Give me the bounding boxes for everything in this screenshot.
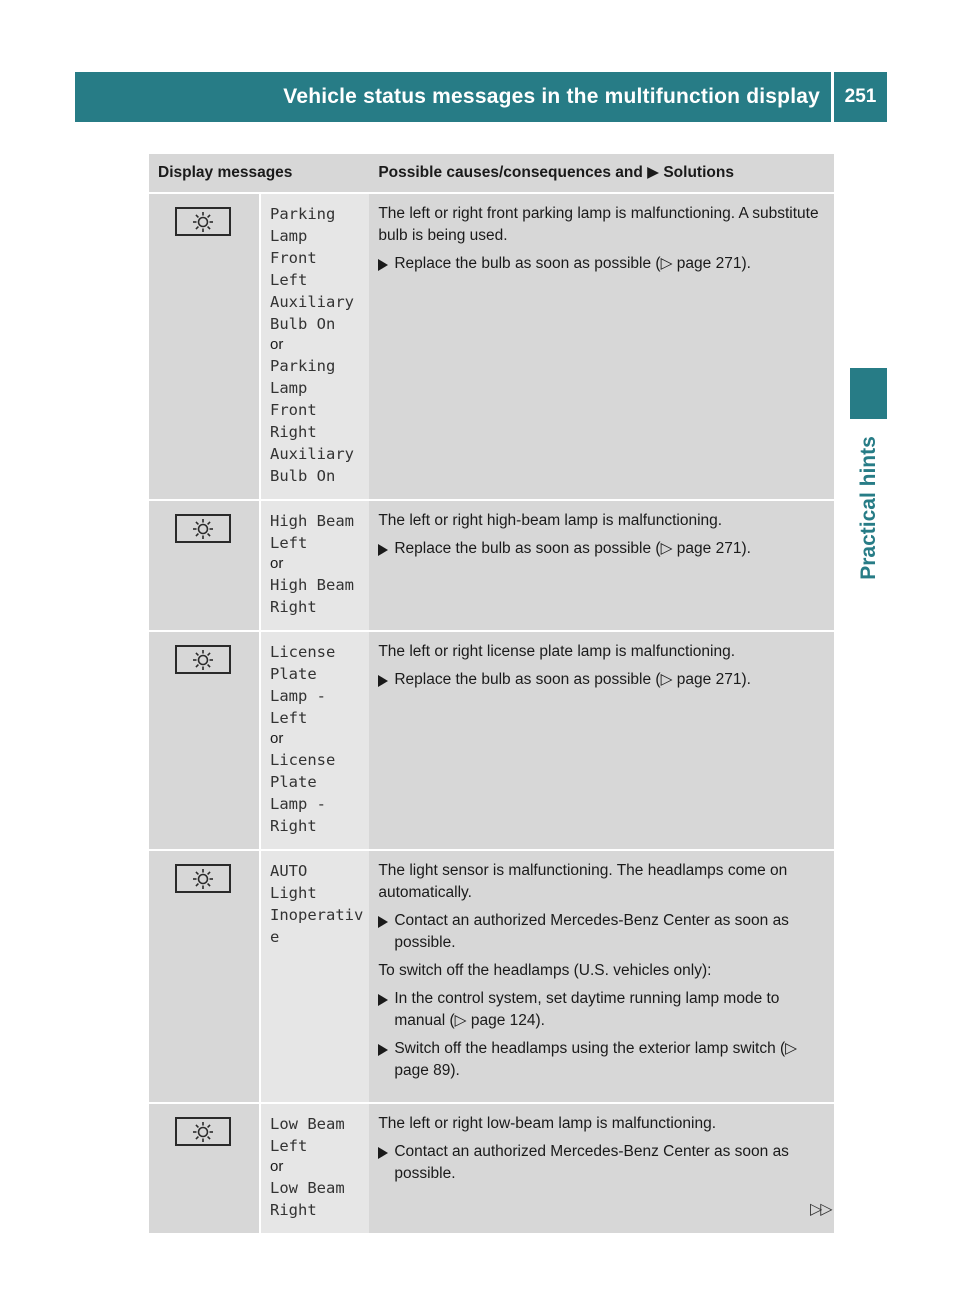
table-row — [149, 850, 834, 1103]
message-or-separator: or — [270, 555, 284, 572]
message-line: AUTO — [270, 862, 308, 880]
message-line: Lamp — [270, 227, 308, 245]
message-line: Low Beam — [270, 1179, 345, 1197]
message-line: Right — [270, 598, 317, 616]
table-body — [149, 193, 834, 1234]
page-header — [75, 72, 887, 122]
message-line: Right — [270, 1201, 317, 1219]
solution-step: Contact an authorized Mercedes-Benz Center as soon as possible. — [378, 910, 822, 954]
column-header-display-messages: Display messages — [149, 154, 369, 193]
message-line: Auxiliary — [270, 445, 354, 463]
lamp-icon — [175, 645, 231, 674]
lamp-icon — [175, 207, 231, 236]
message-line: Left — [270, 709, 308, 727]
message-line: Right — [270, 817, 317, 835]
message-line: Parking — [270, 205, 336, 223]
icon-cell — [149, 500, 260, 631]
messages-table — [149, 154, 834, 1235]
message-line: Bulb On — [270, 467, 336, 485]
continued-marker: ▷▷ — [810, 1201, 831, 1218]
message-line: Left — [270, 534, 308, 552]
message-or-separator: or — [270, 730, 284, 747]
solution-step: Contact an authorized Mercedes-Benz Center as soon as possible. — [378, 1141, 822, 1185]
solutions-cell — [369, 500, 834, 631]
message-line: Lamp - — [270, 795, 326, 813]
message-line: Left — [270, 271, 308, 289]
message-line: Front — [270, 401, 317, 419]
page-number: 251 — [844, 86, 877, 107]
message-line: Plate — [270, 773, 317, 791]
solution-step: Replace the bulb as soon as possible (▷ page 271). — [378, 669, 822, 691]
message-line: e — [270, 928, 280, 946]
icon-cell — [149, 850, 260, 1103]
message-line: Lamp - — [270, 687, 326, 705]
table-row — [149, 193, 834, 500]
message-line: High Beam — [270, 576, 354, 594]
display-message-cell — [260, 1103, 369, 1234]
cause-text: The light sensor is malfunctioning. The headlamps come on automatically. — [378, 862, 788, 901]
cause-text: The left or right high-beam lamp is malfunctioning. — [378, 512, 723, 529]
lamp-icon — [175, 1117, 231, 1146]
cause-text: The left or right front parking lamp is malfunctioning. A substitute bulb is being used. — [378, 205, 819, 244]
icon-cell — [149, 631, 260, 850]
message-line: Light — [270, 884, 317, 902]
lamp-icon — [175, 864, 231, 893]
message-line: Auxiliary — [270, 293, 354, 311]
icon-cell — [149, 193, 260, 500]
cause-text: To switch off the headlamps (U.S. vehicles only): — [378, 962, 712, 979]
solutions-cell — [369, 1103, 834, 1234]
message-line: Parking — [270, 357, 336, 375]
section-label-text: Practical hints — [857, 436, 880, 580]
message-line: License — [270, 751, 336, 769]
header-title: Vehicle status messages in the multifunction display — [283, 85, 820, 108]
solution-step: Replace the bulb as soon as possible (▷ page 271). — [378, 253, 822, 275]
cause-text: The left or right license plate lamp is malfunctioning. — [378, 643, 736, 660]
solutions-cell — [369, 631, 834, 850]
solutions-cell — [369, 193, 834, 500]
section-tab-marker — [850, 368, 887, 419]
message-line: High Beam — [270, 512, 354, 530]
message-line: Front — [270, 249, 317, 267]
display-message-cell — [260, 500, 369, 631]
message-line: Left — [270, 1137, 308, 1155]
message-or-separator: or — [270, 1158, 284, 1175]
table-row — [149, 500, 834, 631]
solutions-cell — [369, 850, 834, 1103]
message-line: Bulb On — [270, 315, 336, 333]
table-header-row — [149, 154, 834, 193]
message-line: Inoperativ — [270, 906, 364, 924]
table-row — [149, 1103, 834, 1234]
display-message-cell — [260, 193, 369, 500]
solution-step: In the control system, set daytime running lamp mode to manual (▷ page 124). — [378, 988, 822, 1032]
message-line: Plate — [270, 665, 317, 683]
message-line: Lamp — [270, 379, 308, 397]
column-header-solutions: Possible causes/consequences and ▶ Solutions — [369, 154, 834, 193]
section-label — [852, 422, 886, 594]
message-line: Right — [270, 423, 317, 441]
message-or-separator: or — [270, 336, 284, 353]
solution-step: Switch off the headlamps using the exterior lamp switch (▷ page 89). — [378, 1038, 822, 1082]
message-line: License — [270, 643, 336, 661]
lamp-icon — [175, 514, 231, 543]
icon-cell — [149, 1103, 260, 1234]
display-message-cell — [260, 631, 369, 850]
display-message-cell — [260, 850, 369, 1103]
table-row — [149, 631, 834, 850]
message-line: Low Beam — [270, 1115, 345, 1133]
solution-step: Replace the bulb as soon as possible (▷ page 271). — [378, 538, 822, 560]
cause-text: The left or right low-beam lamp is malfunctioning. — [378, 1115, 717, 1132]
